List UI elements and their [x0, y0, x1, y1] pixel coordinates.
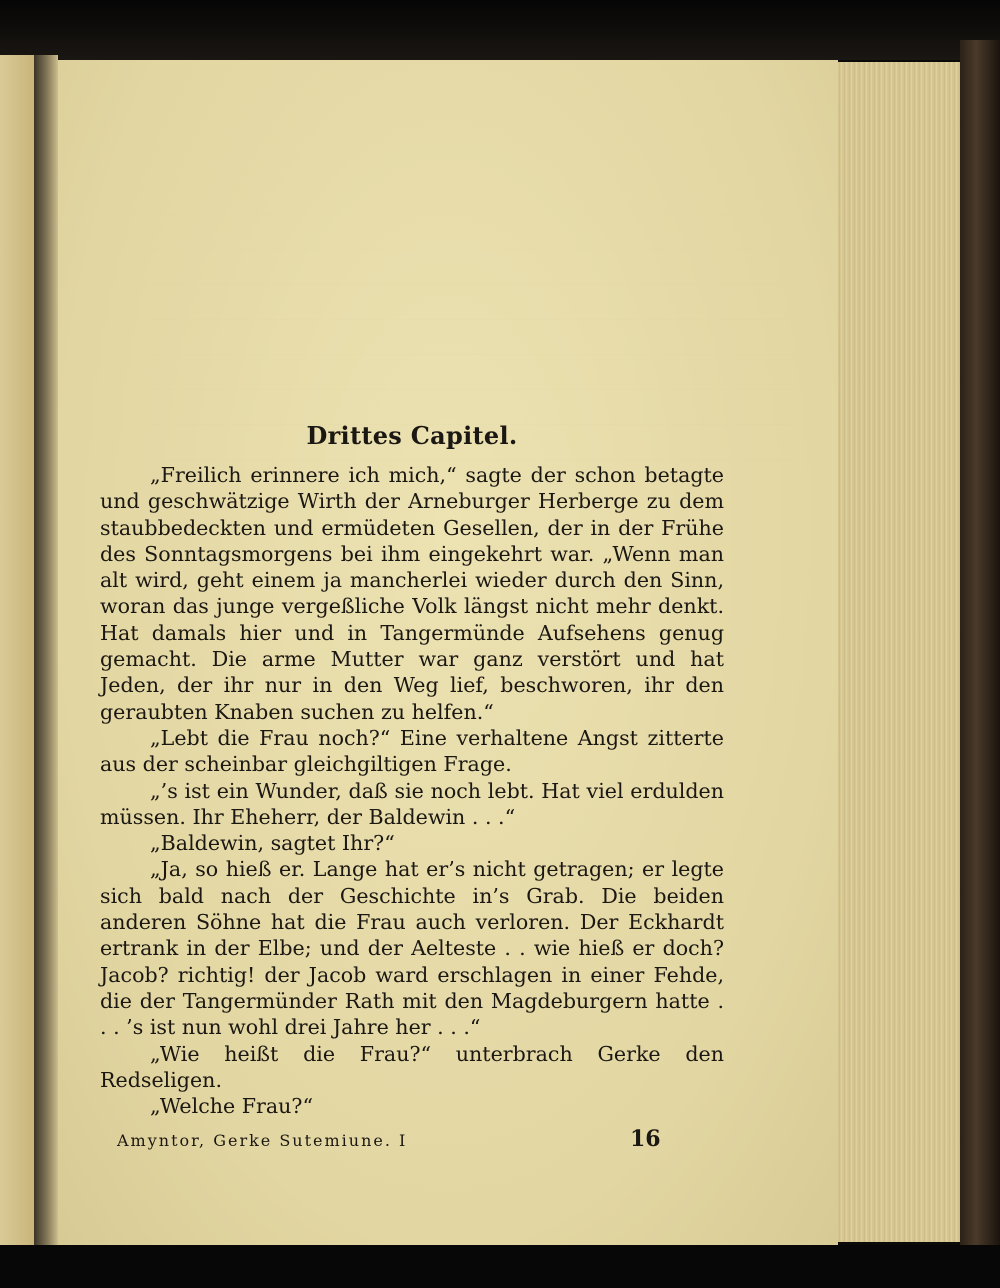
- paragraph: „Lebt die Frau noch?“ Eine verhaltene Angst zitterte aus der scheinbar gleichgiltigen Frage.: [100, 725, 724, 777]
- printer-signature: Amyntor, Gerke Sutemiune. I: [117, 1131, 408, 1150]
- paragraph: „Wie heißt die Frau?“ unterbrach Gerke den Redseligen.: [100, 1041, 724, 1092]
- paragraph: „’s ist ein Wunder, daß sie noch lebt. Hat viel erdulden müssen. Ihr Eheherr, der Baldewin . . .“: [100, 778, 724, 829]
- paragraph: „Freilich erinnere ich mich,“ sagte der schon betagte und geschwätzige Wirth der Arneburger Herberge zu dem staubbedeckten und ermüdeten Gesellen, der in der Frühe des Sonntagsmorgens bei ihm eingekehrt war. „Wenn man alt wird, geht einem ja mancherlei wieder durch den Sinn, woran das junge vergeßliche Volk längst nicht mehr denkt. Hat damals hier und in Tangermünde Aufsehens genug gemacht. Die arme Mutter war ganz verstört und hat Jeden, der ihr nur in den Weg lief, beschworen, ihr den geraubten Knaben suchen zu helfen.“: [100, 463, 724, 724]
- left-page-edge: [0, 55, 37, 1245]
- chapter-title: Drittes Capitel.: [306, 421, 518, 450]
- scanner-background-top: [0, 0, 1000, 60]
- book-gutter: [34, 55, 58, 1250]
- page-text: [100, 418, 724, 1119]
- page-footer: [117, 1126, 661, 1156]
- paragraph: „Welche Frau?“: [150, 1094, 313, 1119]
- paragraph: „Baldewin, sagtet Ihr?“: [150, 831, 395, 856]
- book-cover-edge: [960, 40, 1000, 1250]
- scanner-background-bottom: [0, 1245, 1000, 1288]
- page-number: 16: [630, 1126, 661, 1152]
- paragraph: „Ja, so hieß er. Lange hat er’s nicht getragen; er legte sich bald nach der Geschichte in’s Grab. Die beiden anderen Söhne hat die Frau auch verloren. Der Eckhardt ertrank in der Elbe; und der Aelteste . . wie hieß er doch? Jacob? richtig! der Jacob ward erschlagen in einer Fehde, die der Tangermünder Rath mit den Magdeburgern hatte . . . ’s ist nun wohl drei Jahre her . . .“: [100, 857, 724, 1040]
- page-stack-edge: [838, 62, 962, 1242]
